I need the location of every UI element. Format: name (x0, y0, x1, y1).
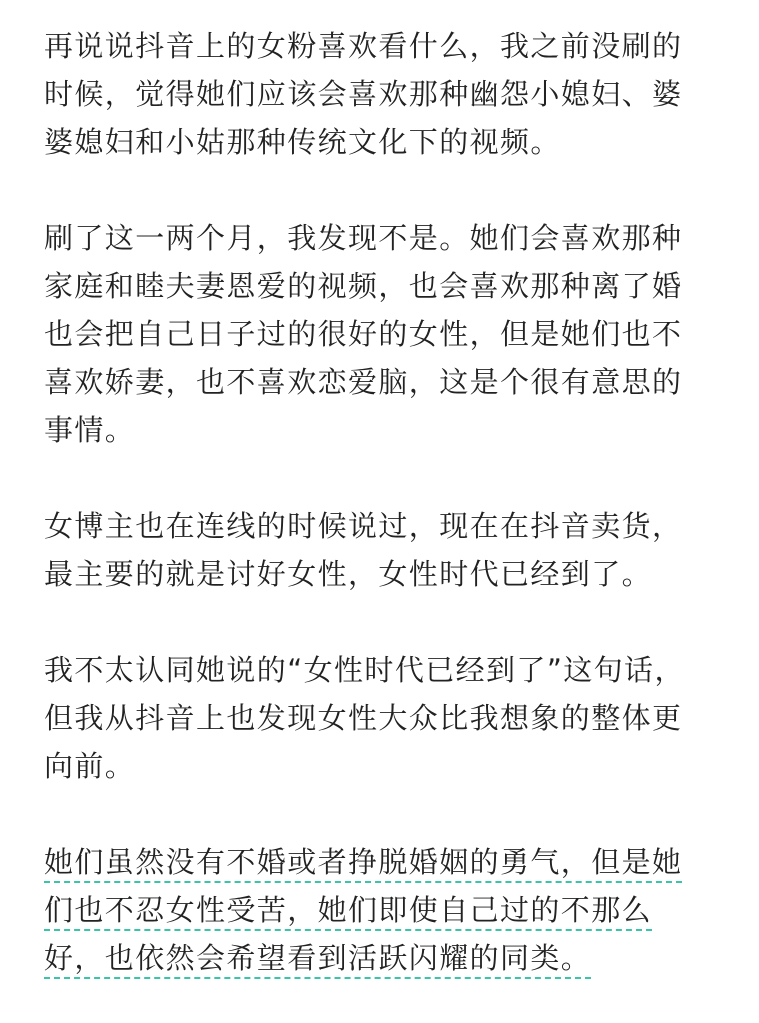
highlighted-text: 她们虽然没有不婚或者挣脱婚姻的勇气，但是她 (44, 845, 682, 883)
highlighted-line (44, 838, 720, 886)
paragraph-spacer (44, 790, 720, 838)
highlighted-text: 们也不忍女性受苦，她们即使自己过的不那么 (44, 893, 652, 931)
paragraph-4 (44, 646, 720, 790)
paragraph-line: 女博主也在连线的时候说过，现在在抖音卖货， (44, 509, 683, 543)
paragraph-spacer (44, 166, 720, 214)
paragraph-line: 也会把自己日子过的很好的女性，但是她们也不 (44, 317, 683, 351)
paragraph-line: 最主要的就是讨好女性，女性时代已经到了。 (44, 557, 653, 591)
paragraph-line: 事情。 (44, 413, 136, 447)
paragraph-spacer (44, 598, 720, 646)
paragraph-spacer (44, 454, 720, 502)
highlighted-line (44, 886, 720, 934)
paragraph-line: 喜欢娇妻，也不喜欢恋爱脑，这是个很有意思的 (44, 365, 683, 399)
paragraph-line: 我不太认同她说的“女性时代已经到了”这句话， (44, 653, 685, 687)
paragraph-line: 家庭和睦夫妻恩爱的视频，也会喜欢那种离了婚 (44, 269, 683, 303)
paragraph-line: 时候，觉得她们应该会喜欢那种幽怨小媳妇、婆 (44, 77, 683, 111)
paragraph-line: 但我从抖音上也发现女性大众比我想象的整体更 (44, 701, 683, 735)
paragraph-line: 刷了这一两个月，我发现不是。她们会喜欢那种 (44, 221, 683, 255)
paragraph-line: 再说说抖音上的女粉喜欢看什么，我之前没刷的 (44, 29, 683, 63)
paragraph-2 (44, 214, 720, 454)
paragraph-line: 向前。 (44, 749, 136, 783)
paragraph-1 (44, 22, 720, 166)
article-body (44, 22, 720, 982)
highlighted-text: 好，也依然会希望看到活跃闪耀的同类。 (44, 941, 591, 979)
highlighted-line (44, 934, 720, 982)
paragraph-5-highlighted (44, 838, 720, 982)
paragraph-line: 婆媳妇和小姑那种传统文化下的视频。 (44, 125, 561, 159)
paragraph-3 (44, 502, 720, 598)
